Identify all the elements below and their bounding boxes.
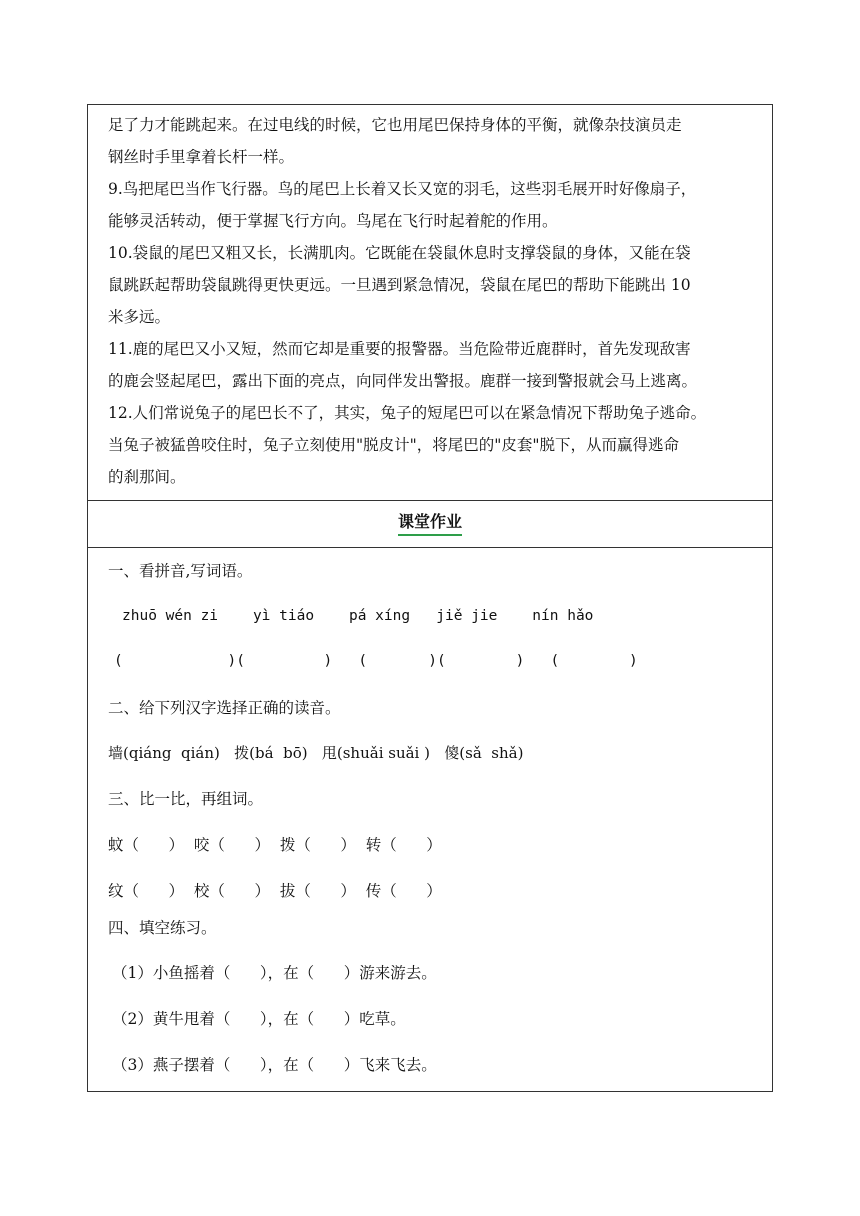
q4-item: （3）燕子摆着（ ），在（ ）飞来飞去。	[112, 1056, 437, 1074]
q3-row: 纹（ ） 校（ ） 拔（ ） 传（ ）	[108, 882, 442, 900]
passage-line: 钢丝时手里拿着长杆一样。	[108, 148, 295, 166]
q2-title: 二、给下列汉字选择正确的读音。	[108, 699, 341, 717]
q1-pinyin: zhuō wén zi yì tiáo pá xíng jiě jie nín hǎo	[122, 608, 594, 624]
passage-line: 足了力才能跳起来。在过电线的时候，它也用尾巴保持身体的平衡，就像杂技演员走	[108, 116, 682, 134]
homework-title: 课堂作业	[398, 511, 462, 536]
q4-item: （2）黄牛甩着（ ），在（ ）吃草。	[112, 1010, 406, 1028]
passage-line: 的刹那间。	[108, 468, 186, 486]
q3-title: 三、比一比，再组词。	[108, 790, 264, 808]
q3-row: 蚊（ ） 咬（ ） 拨（ ） 转（ ）	[108, 836, 442, 854]
homework-header	[88, 501, 772, 548]
passage-line: 12.人们常说兔子的尾巴长不了，其实，兔子的短尾巴可以在紧急情况下帮助兔子逃命。	[108, 404, 707, 422]
passage-line: 米多远。	[108, 308, 171, 326]
reading-passage	[88, 105, 772, 501]
passage-line: 能够灵活转动，便于掌握飞行方向。鸟尾在飞行时起着舵的作用。	[108, 212, 558, 230]
passage-line: 11.鹿的尾巴又小又短，然而它却是重要的报警器。当危险带近鹿群时，首先发现敌害	[108, 340, 691, 358]
passage-line: 当兔子被猛兽咬住时，兔子立刻使用"脱皮计"，将尾巴的"皮套"脱下，从而赢得逃命	[108, 436, 680, 454]
passage-line: 的鹿会竖起尾巴，露出下面的亮点，向同伴发出警报。鹿群一接到警报就会马上逃离。	[108, 372, 698, 390]
passage-line: 10.袋鼠的尾巴又粗又长，长满肌肉。它既能在袋鼠休息时支撑袋鼠的身体，又能在袋	[108, 244, 691, 262]
q4-title: 四、填空练习。	[108, 919, 217, 937]
worksheet-table	[87, 104, 773, 1092]
q1-title: 一、看拼音,写词语。	[108, 562, 253, 580]
q4-item: （1）小鱼摇着（ ），在（ ）游来游去。	[112, 964, 437, 982]
passage-line: 9.鸟把尾巴当作飞行器。鸟的尾巴上长着又长又宽的羽毛，这些羽毛展开时好像扇子，	[108, 180, 697, 198]
q2-options: 墙(qiáng qián) 拨(bá bō) 甩(shuǎi suǎi ) 傻(sǎ shǎ)	[108, 744, 524, 762]
passage-line: 鼠跳跃起帮助袋鼠跳得更快更远。一旦遇到紧急情况，袋鼠在尾巴的帮助下能跳出 10	[108, 276, 691, 294]
q1-blanks: ( )( ) ( )( ) ( )	[114, 653, 638, 669]
